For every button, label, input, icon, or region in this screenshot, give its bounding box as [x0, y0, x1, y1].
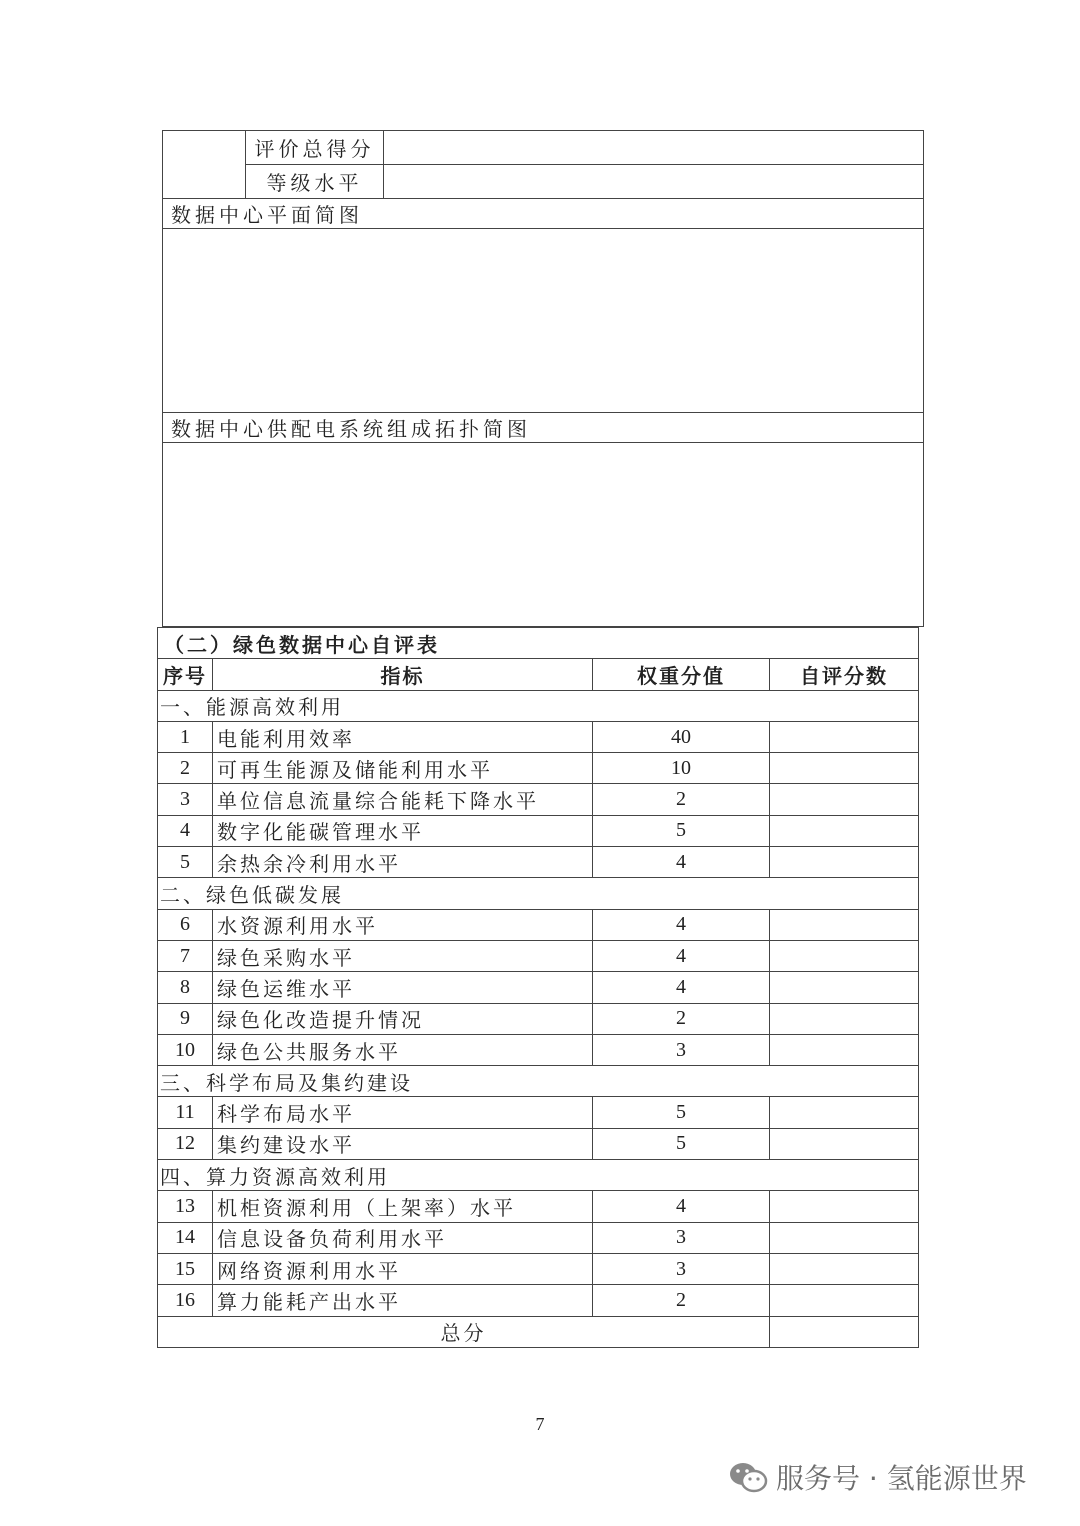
row-weight: 3 — [593, 1034, 770, 1065]
row-indicator: 数字化能碳管理水平 — [213, 815, 593, 846]
row-no: 6 — [158, 909, 213, 940]
row-indicator: 水资源利用水平 — [213, 909, 593, 940]
row-self-score — [770, 1222, 919, 1253]
total-score-label: 评价总得分 — [246, 131, 384, 165]
total-label: 总分 — [158, 1316, 770, 1347]
row-no: 9 — [158, 1003, 213, 1034]
table-row — [158, 1253, 919, 1284]
total-score-cell — [770, 1316, 919, 1347]
row-weight: 3 — [593, 1222, 770, 1253]
row-indicator: 单位信息流量综合能耗下降水平 — [213, 784, 593, 815]
row-self-score — [770, 1097, 919, 1128]
row-weight: 5 — [593, 815, 770, 846]
row-weight: 4 — [593, 972, 770, 1003]
row-weight: 2 — [593, 1003, 770, 1034]
header-weight: 权重分值 — [593, 659, 770, 690]
table-row — [158, 1222, 919, 1253]
section-row — [158, 1160, 919, 1191]
row-no: 3 — [158, 784, 213, 815]
row-no: 8 — [158, 972, 213, 1003]
row-indicator: 科学布局水平 — [213, 1097, 593, 1128]
row-weight: 4 — [593, 909, 770, 940]
row-weight: 3 — [593, 1253, 770, 1284]
table-row — [158, 909, 919, 940]
row-self-score — [770, 1003, 919, 1034]
level-label: 等级水平 — [246, 165, 384, 199]
section-title: 四、算力资源高效利用 — [158, 1160, 919, 1191]
header-no: 序号 — [158, 659, 213, 690]
row-indicator: 机柜资源利用（上架率）水平 — [213, 1191, 593, 1222]
row-self-score — [770, 1285, 919, 1316]
row-indicator: 网络资源利用水平 — [213, 1253, 593, 1284]
row-self-score — [770, 721, 919, 752]
floor-plan-area — [163, 229, 924, 413]
header-indicator: 指标 — [213, 659, 593, 690]
floor-plan-label: 数据中心平面简图 — [163, 199, 924, 229]
topology-label: 数据中心供配电系统组成拓扑简图 — [163, 413, 924, 443]
row-self-score — [770, 1128, 919, 1159]
table-row — [158, 1003, 919, 1034]
total-row — [158, 1316, 919, 1347]
header-self-score: 自评分数 — [770, 659, 919, 690]
row-weight: 2 — [593, 1285, 770, 1316]
row-weight: 2 — [593, 784, 770, 815]
row-self-score — [770, 1253, 919, 1284]
topology-area — [163, 443, 924, 627]
section-row — [158, 690, 919, 721]
row-no: 15 — [158, 1253, 213, 1284]
row-self-score — [770, 909, 919, 940]
table-row — [158, 940, 919, 971]
page-number: 7 — [535, 1414, 545, 1434]
row-self-score — [770, 847, 919, 878]
row-no: 14 — [158, 1222, 213, 1253]
self-evaluation-table — [157, 627, 919, 1348]
table-row — [158, 721, 919, 752]
row-indicator: 余热余冷利用水平 — [213, 847, 593, 878]
row-no: 13 — [158, 1191, 213, 1222]
row-indicator: 绿色采购水平 — [213, 940, 593, 971]
row-self-score — [770, 753, 919, 784]
table-row — [158, 1128, 919, 1159]
table-row — [158, 1191, 919, 1222]
row-no: 1 — [158, 721, 213, 752]
table-row — [158, 815, 919, 846]
section-title: 三、科学布局及集约建设 — [158, 1066, 919, 1097]
row-no: 5 — [158, 847, 213, 878]
row-indicator: 绿色公共服务水平 — [213, 1034, 593, 1065]
section-title: 二、绿色低碳发展 — [158, 878, 919, 909]
row-self-score — [770, 1034, 919, 1065]
table-row — [158, 784, 919, 815]
row-indicator: 电能利用效率 — [213, 721, 593, 752]
table-row — [158, 753, 919, 784]
row-indicator: 算力能耗产出水平 — [213, 1285, 593, 1316]
table-row — [158, 847, 919, 878]
row-self-score — [770, 940, 919, 971]
row-no: 11 — [158, 1097, 213, 1128]
row-no: 16 — [158, 1285, 213, 1316]
row-weight: 4 — [593, 940, 770, 971]
row-indicator: 集约建设水平 — [213, 1128, 593, 1159]
row-self-score — [770, 972, 919, 1003]
watermark-text: 服务号 · 氢能源世界 — [776, 1462, 1027, 1495]
row-indicator: 可再生能源及储能利用水平 — [213, 753, 593, 784]
row-weight: 4 — [593, 847, 770, 878]
table-row — [158, 1034, 919, 1065]
section-row — [158, 1066, 919, 1097]
level-value-cell — [384, 165, 924, 199]
row-self-score — [770, 784, 919, 815]
row-weight: 10 — [593, 753, 770, 784]
table-row — [158, 1097, 919, 1128]
row-weight: 5 — [593, 1128, 770, 1159]
row-indicator: 信息设备负荷利用水平 — [213, 1222, 593, 1253]
row-no: 7 — [158, 940, 213, 971]
row-no: 10 — [158, 1034, 213, 1065]
evaluation-form-upper — [162, 130, 924, 627]
total-score-value-cell — [384, 131, 924, 165]
row-indicator: 绿色运维水平 — [213, 972, 593, 1003]
row-weight: 4 — [593, 1191, 770, 1222]
row-self-score — [770, 815, 919, 846]
row-weight: 5 — [593, 1097, 770, 1128]
row-no: 4 — [158, 815, 213, 846]
row-no: 12 — [158, 1128, 213, 1159]
row-self-score — [770, 1191, 919, 1222]
table-title: （二）绿色数据中心自评表 — [158, 628, 919, 659]
row-indicator: 绿色化改造提升情况 — [213, 1003, 593, 1034]
watermark — [728, 1452, 1027, 1502]
row-no: 2 — [158, 753, 213, 784]
section-title: 一、能源高效利用 — [158, 690, 919, 721]
row-weight: 40 — [593, 721, 770, 752]
section-row — [158, 878, 919, 909]
table-row — [158, 1285, 919, 1316]
table-row — [158, 972, 919, 1003]
blank-merged-cell — [163, 131, 246, 199]
wechat-icon — [728, 1460, 768, 1494]
